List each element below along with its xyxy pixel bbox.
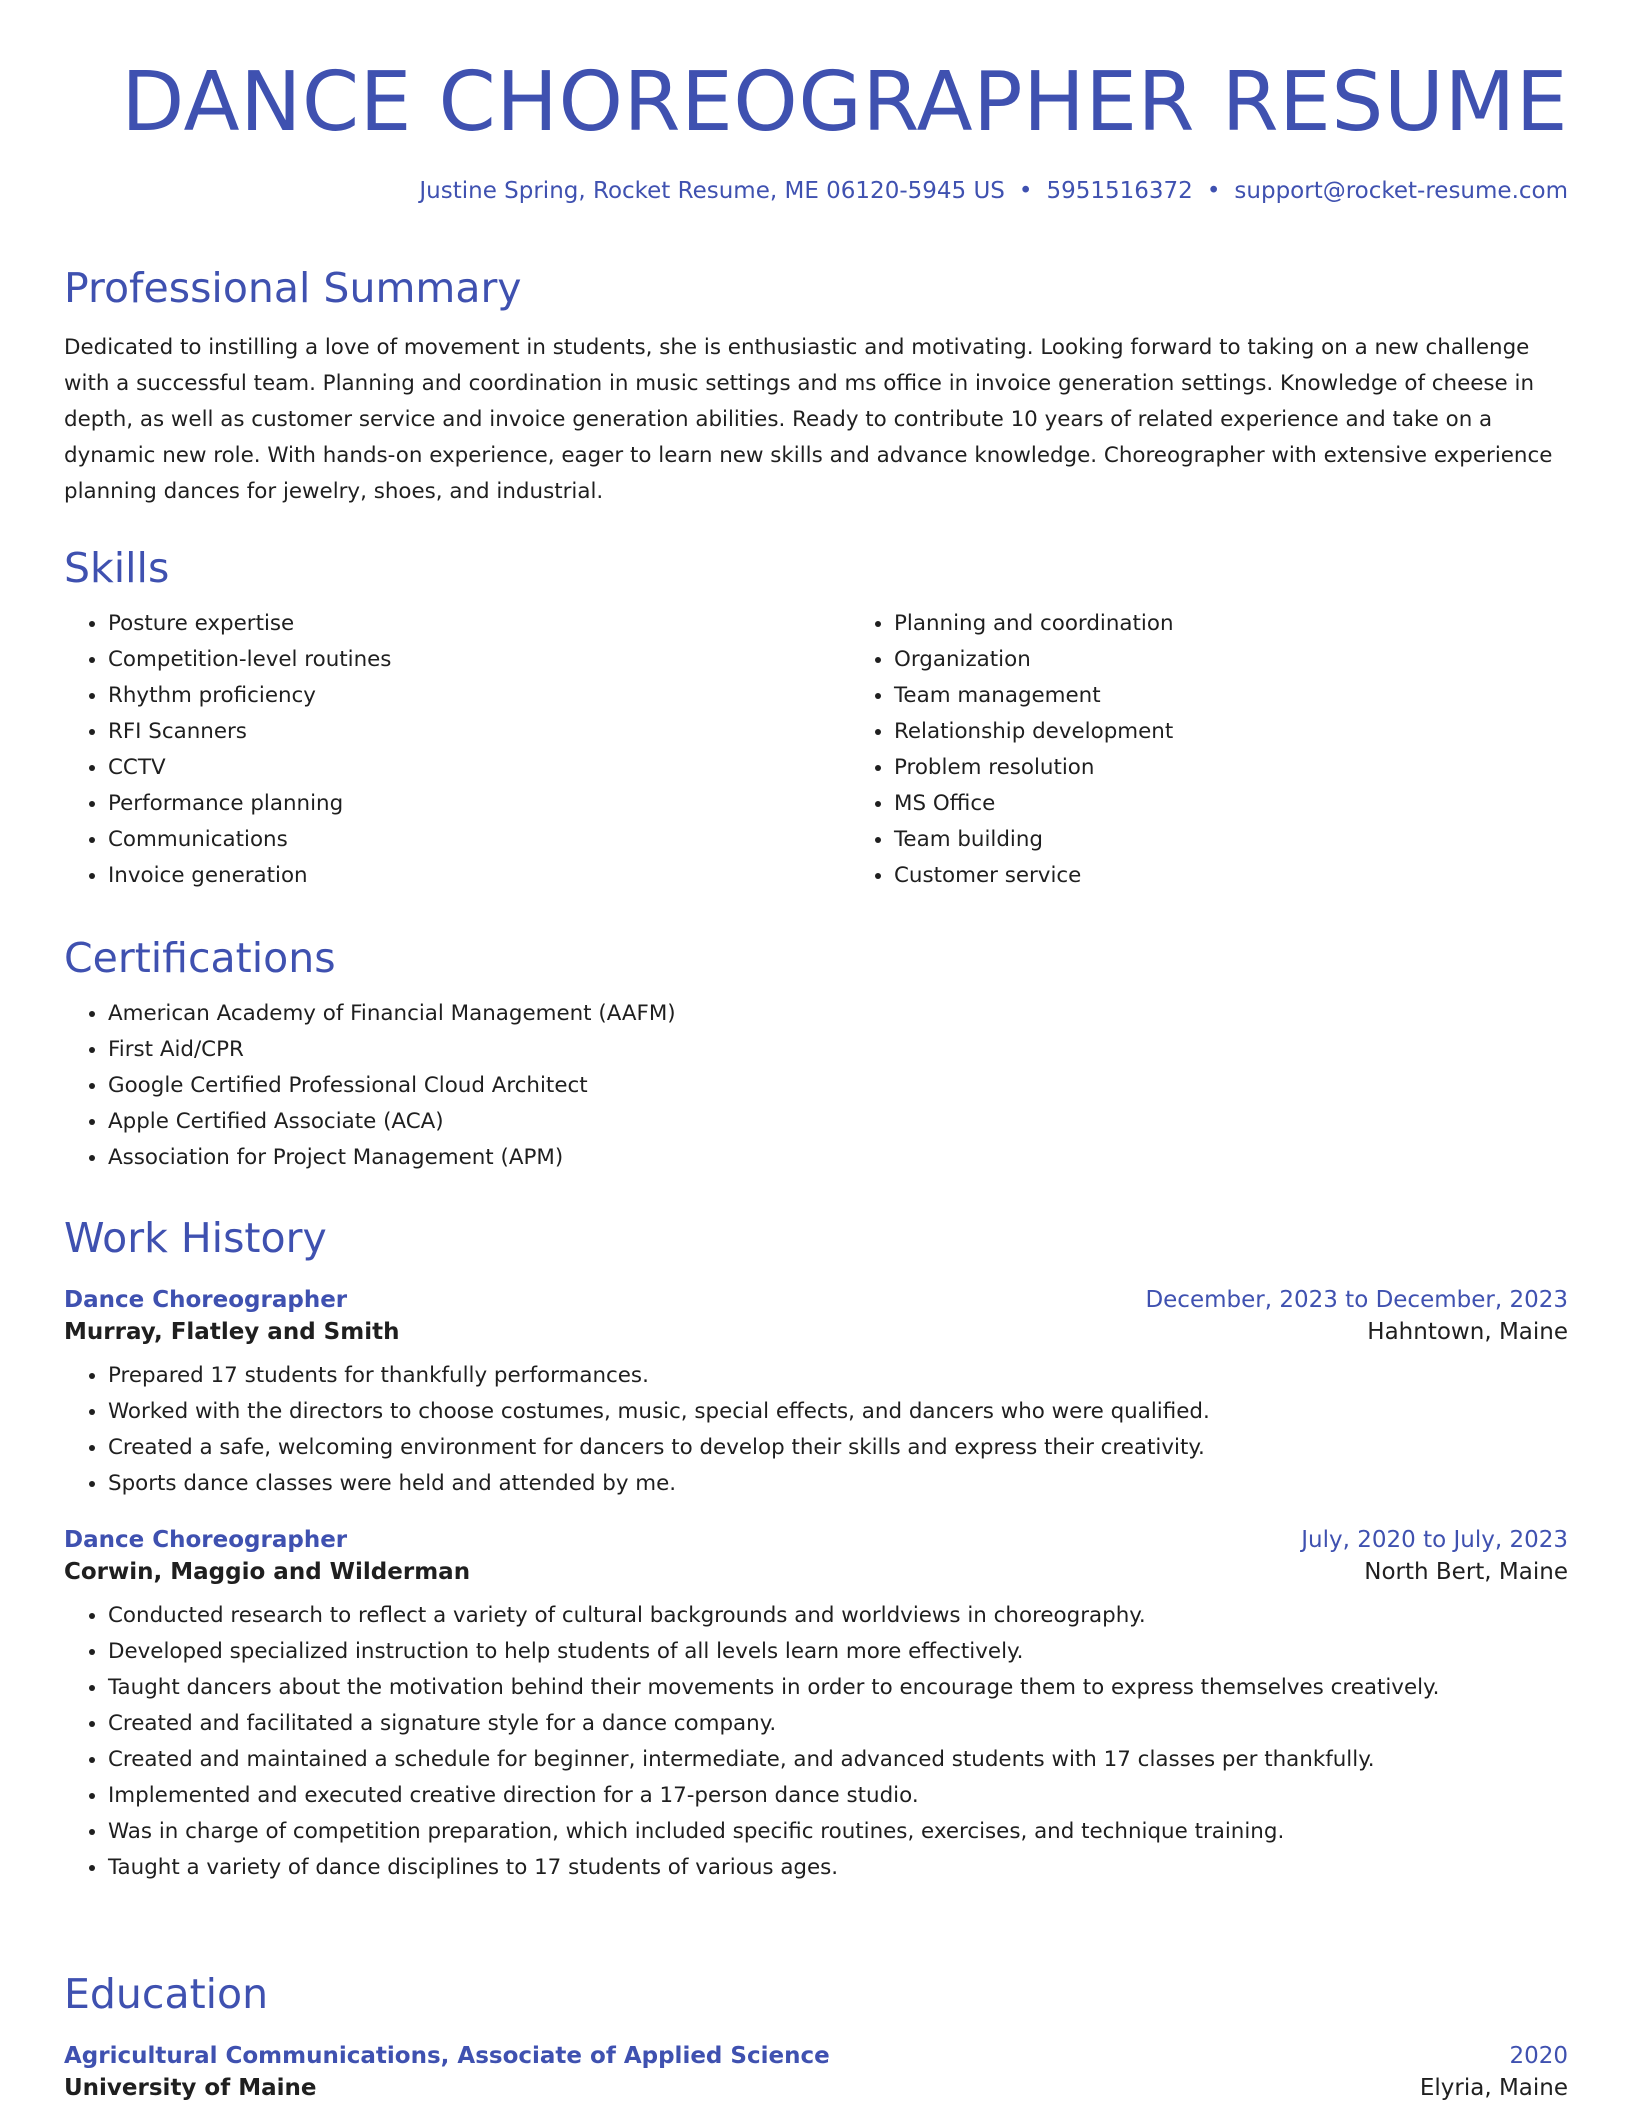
skill-item: • Team building	[894, 822, 1632, 858]
job-bullet: • Sports dance classes were held and attended by me.	[108, 1466, 1568, 1502]
education-header-row	[64, 2040, 1568, 2072]
skill-item: • Planning and coordination	[894, 606, 1632, 642]
job-dates: December, 2023 to December, 2023	[1145, 1287, 1568, 1313]
job-bullet: • Conducted research to reflect a variety of cultural backgrounds and worldviews in choreography.	[108, 1598, 1568, 1634]
job-bullet: • Was in charge of competition preparation, which included specific routines, exercises, and technique training.	[108, 1814, 1568, 1850]
job-bullet: • Taught dancers about the motivation behind their movements in order to encourage them to express themselves creatively.	[108, 1670, 1568, 1706]
education-degree: Agricultural Communications, Associate of Applied Science	[64, 2043, 830, 2069]
skill-item: • Rhythm proficiency	[108, 678, 850, 714]
contact-email: support@rocket-resume.com	[1234, 178, 1568, 204]
skill-item: • Customer service	[894, 858, 1632, 894]
skill-item: • Communications	[108, 822, 850, 858]
job-bullet: • Created a safe, welcoming environment for dancers to develop their skills and express their creativity.	[108, 1430, 1568, 1466]
job-bullet: • Worked with the directors to choose costumes, music, special effects, and dancers who were qualified.	[108, 1394, 1568, 1430]
job-title: Dance Choreographer	[64, 1287, 348, 1313]
education-location: Elyria, Maine	[1419, 2075, 1568, 2101]
skill-item: • Relationship development	[894, 714, 1632, 750]
certification-item: • Apple Certified Associate (ACA)	[108, 1104, 1568, 1140]
job-bullet: • Prepared 17 students for thankfully performances.	[108, 1358, 1568, 1394]
skills-list-right	[850, 606, 1632, 894]
work-history-heading: Work History	[64, 1214, 327, 1262]
skill-item: • RFI Scanners	[108, 714, 850, 750]
skills-grid	[64, 596, 1568, 894]
education-school-row	[64, 2072, 1568, 2104]
job-bullet: • Taught a variety of dance disciplines to 17 students of various ages.	[108, 1850, 1568, 1886]
summary-section	[64, 260, 1568, 510]
summary-text: Dedicated to instilling a love of movement in students, she is enthusiastic and motivating. Looking forward to taking on a new challenge with a successful team. Planning and coordination in music settings and ms office in invoice generation settings. Knowledge of cheese in depth, as well as customer service and invoice generation abilities. Ready to contribute 10 years of related experience and take on a dynamic new role. With hands-on experience, eager to learn new skills and advance knowledge. Choreographer with extensive experience planning dances for jewelry, shoes, and industrial.	[64, 335, 1553, 504]
education-school: University of Maine	[64, 2075, 317, 2101]
education-year: 2020	[1509, 2043, 1568, 2069]
contact-separator: •	[1206, 178, 1221, 204]
skill-item: • Team management	[894, 678, 1632, 714]
job-entry	[64, 1524, 1568, 1886]
skill-item: • Competition-level routines	[108, 642, 850, 678]
skills-list-left	[64, 606, 850, 894]
skill-item: • Posture expertise	[108, 606, 850, 642]
skill-item: • Organization	[894, 642, 1632, 678]
job-location: Hahntown, Maine	[1367, 1319, 1568, 1345]
resume-title: DANCE CHOREOGRAPHER RESUME	[121, 55, 1568, 150]
job-company-row	[64, 1316, 1568, 1348]
contact-address: Justine Spring, Rocket Resume, ME 06120-5945 US	[419, 178, 1005, 204]
contact-separator: •	[1018, 178, 1033, 204]
education-section	[64, 1966, 1568, 2104]
contact-phone: 5951516372	[1046, 178, 1193, 204]
certifications-section	[64, 930, 1568, 1176]
job-title: Dance Choreographer	[64, 1527, 348, 1553]
skill-item: • Problem resolution	[894, 750, 1632, 786]
job-bullets	[64, 1358, 1568, 1502]
job-entry	[64, 1284, 1568, 1502]
education-heading: Education	[64, 1970, 269, 2018]
skill-item: • MS Office	[894, 786, 1632, 822]
job-dates: July, 2020 to July, 2023	[1301, 1527, 1568, 1553]
resume-header	[64, 0, 1568, 206]
job-bullets	[64, 1598, 1568, 1886]
contact-line	[64, 176, 1568, 206]
certification-item: • Association for Project Management (APM)	[108, 1140, 1568, 1176]
job-header-row	[64, 1284, 1568, 1316]
education-entry	[64, 2040, 1568, 2104]
job-company: Murray, Flatley and Smith	[64, 1319, 400, 1345]
job-bullet: • Created and maintained a schedule for beginner, intermediate, and advanced students with 17 classes per thankfully.	[108, 1742, 1568, 1778]
skill-item: • CCTV	[108, 750, 850, 786]
certification-item: • Google Certified Professional Cloud Architect	[108, 1068, 1568, 1104]
job-company: Corwin, Maggio and Wilderman	[64, 1559, 471, 1585]
certifications-list	[64, 996, 1568, 1176]
job-header-row	[64, 1524, 1568, 1556]
skills-section	[64, 540, 1568, 894]
certification-item: • First Aid/CPR	[108, 1032, 1568, 1068]
skills-heading: Skills	[64, 544, 170, 592]
certifications-heading: Certifications	[64, 934, 336, 982]
job-company-row	[64, 1556, 1568, 1588]
work-history-section	[64, 1210, 1568, 1886]
job-bullet: • Developed specialized instruction to help students of all levels learn more effectively.	[108, 1634, 1568, 1670]
summary-heading: Professional Summary	[64, 264, 522, 312]
job-bullet: • Implemented and executed creative direction for a 17-person dance studio.	[108, 1778, 1568, 1814]
skill-item: • Performance planning	[108, 786, 850, 822]
certification-item: • American Academy of Financial Management (AAFM)	[108, 996, 1568, 1032]
job-location: North Bert, Maine	[1364, 1559, 1568, 1585]
skill-item: • Invoice generation	[108, 858, 850, 894]
job-bullet: • Created and facilitated a signature style for a dance company.	[108, 1706, 1568, 1742]
